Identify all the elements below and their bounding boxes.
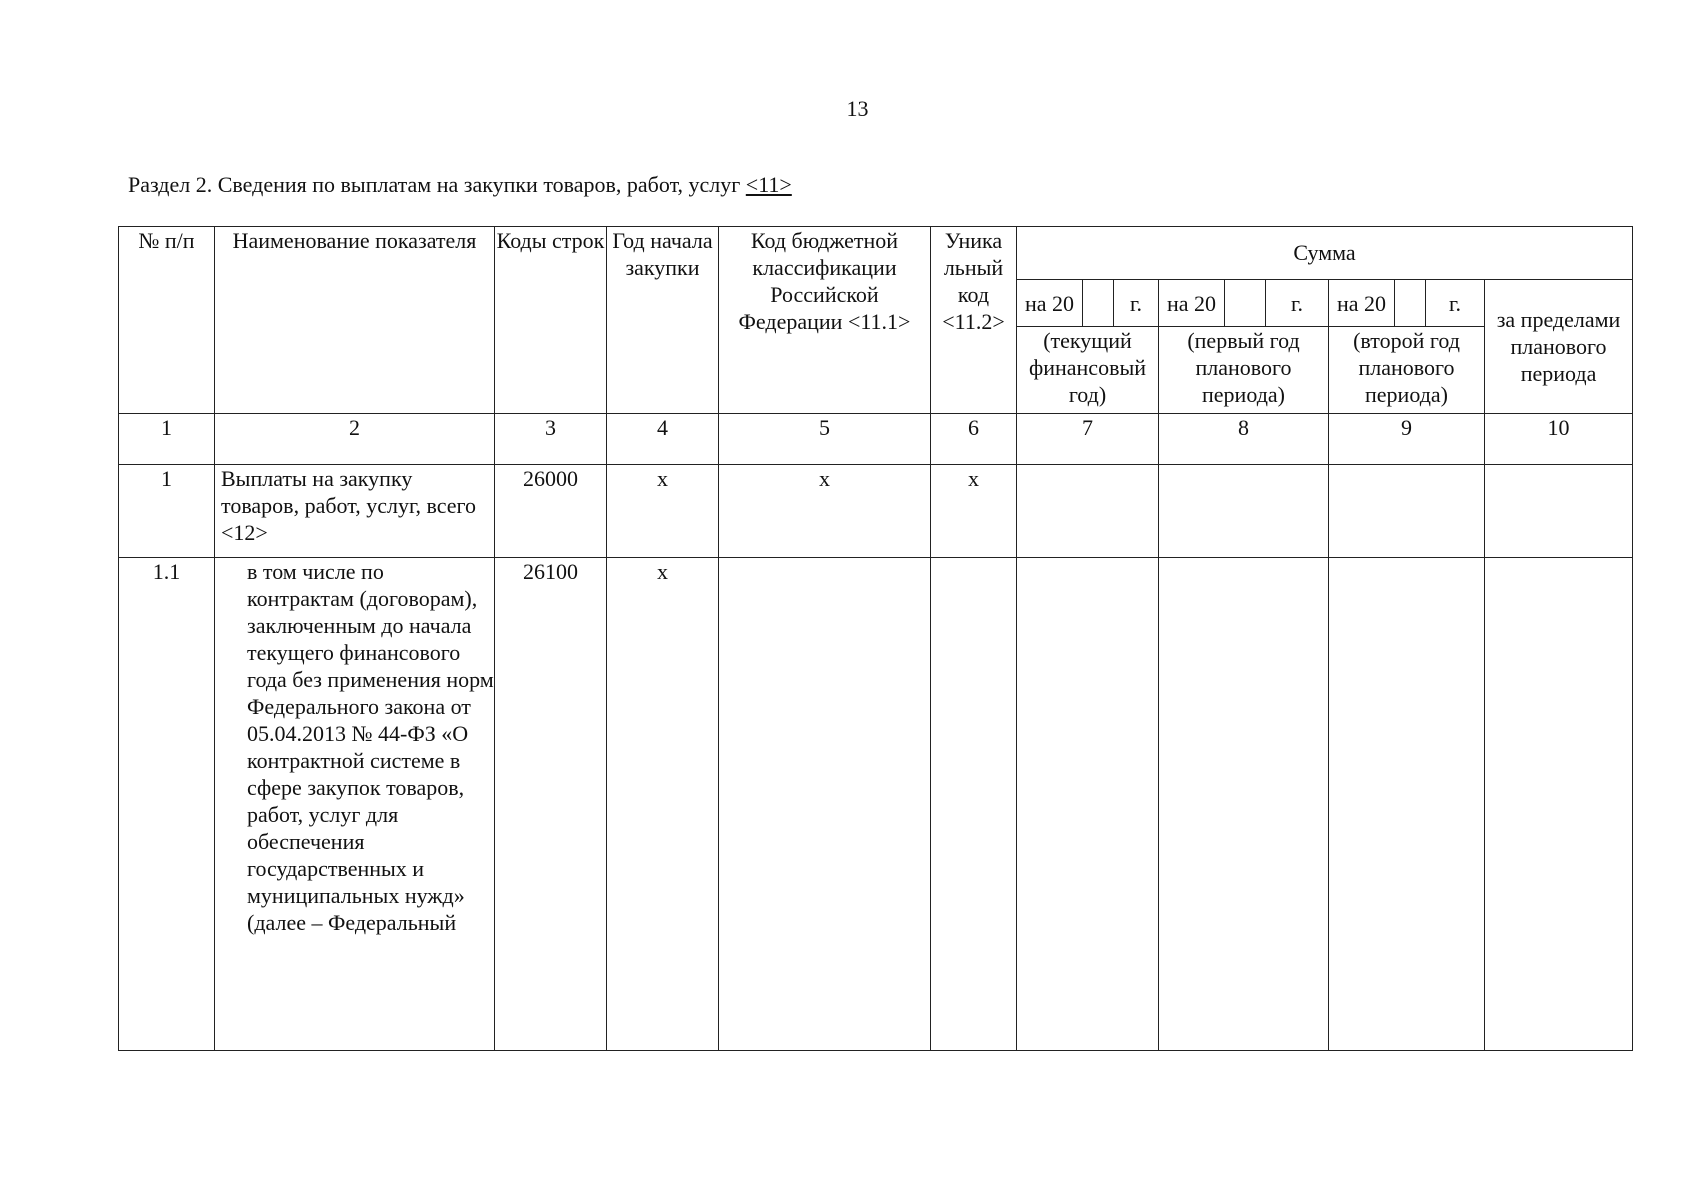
year-prefix: на 20: [1167, 290, 1217, 316]
row-start-year: х: [607, 465, 719, 558]
column-number: 8: [1159, 414, 1329, 465]
payments-table: [118, 226, 1633, 1051]
row-kbk: х: [719, 465, 931, 558]
cell-sum-second-plan[interactable]: [1329, 465, 1485, 558]
header-second-plan-year: (второй год планового периода): [1329, 327, 1485, 414]
column-number: 6: [931, 414, 1017, 465]
section-title: [128, 172, 792, 198]
year-cell-8: [1159, 280, 1329, 327]
section-footnote-ref[interactable]: <11>: [745, 172, 792, 197]
row-num: 1: [119, 465, 215, 558]
row-name: в том числе по контрактам (договорам), заключенным до начала текущего финансового года без применения норм Федерального закона от 05.04.2013 № 44-ФЗ «О контрактной системе в сфере закупок товаров, работ, услуг для обеспечения государственных и муниципальных нужд» (далее – Федеральный: [215, 558, 495, 1051]
header-kbk: Код бюджетной классификации Российской Федерации <11.1>: [719, 227, 931, 414]
row-code: 26100: [495, 558, 607, 1051]
year-prefix: на 20: [1025, 290, 1075, 316]
header-first-plan-year: (первый год планового периода): [1159, 327, 1329, 414]
year-cell-9: [1329, 280, 1485, 327]
cell-sum-first-plan[interactable]: [1159, 558, 1329, 1051]
cell-sum-current[interactable]: [1017, 465, 1159, 558]
year-suffix: г.: [1291, 290, 1304, 316]
year-suffix: г.: [1449, 290, 1462, 316]
column-numbers-row: [119, 414, 1633, 465]
year-box: [1394, 280, 1426, 326]
header-row-top: [119, 227, 1633, 280]
column-number: 2: [215, 414, 495, 465]
header-start-year: Год начала закупки: [607, 227, 719, 414]
header-name: Наименование показателя: [215, 227, 495, 414]
header-current-year: (текущий финансовый год): [1017, 327, 1159, 414]
row-unique-code: х: [931, 465, 1017, 558]
cell-sum-second-plan[interactable]: [1329, 558, 1485, 1051]
column-number: 3: [495, 414, 607, 465]
row-start-year: х: [607, 558, 719, 1051]
section-title-text: Раздел 2. Сведения по выплатам на закупки товаров, работ, услуг: [128, 172, 741, 197]
year-prefix: на 20: [1337, 290, 1387, 316]
row-num: 1.1: [119, 558, 215, 1051]
cell-sum-current[interactable]: [1017, 558, 1159, 1051]
header-codes: Коды строк: [495, 227, 607, 414]
cell-sum-first-plan[interactable]: [1159, 465, 1329, 558]
column-number: 9: [1329, 414, 1485, 465]
header-unique-code: Уника льный код <11.2>: [931, 227, 1017, 414]
page-number: 13: [846, 96, 869, 121]
header-num: № п/п: [119, 227, 215, 414]
year-box: [1082, 280, 1114, 326]
year-suffix: г.: [1130, 290, 1143, 316]
header-sum: Сумма: [1017, 227, 1633, 280]
column-number: 4: [607, 414, 719, 465]
column-number: 5: [719, 414, 931, 465]
cell-sum-beyond[interactable]: [1485, 558, 1633, 1051]
column-number: 7: [1017, 414, 1159, 465]
column-number: 1: [119, 414, 215, 465]
year-box: [1224, 280, 1266, 326]
column-number: 10: [1485, 414, 1633, 465]
row-name: Выплаты на закупку товаров, работ, услуг, всего <12>: [215, 465, 495, 558]
year-cell-7: [1017, 280, 1159, 327]
cell-sum-beyond[interactable]: [1485, 465, 1633, 558]
cell-unique-code[interactable]: [931, 558, 1017, 1051]
row-code: 26000: [495, 465, 607, 558]
table-row: [119, 465, 1633, 558]
cell-kbk[interactable]: [719, 558, 931, 1051]
table-row: [119, 558, 1633, 1051]
header-beyond-period: за пределами планового периода: [1485, 280, 1633, 414]
